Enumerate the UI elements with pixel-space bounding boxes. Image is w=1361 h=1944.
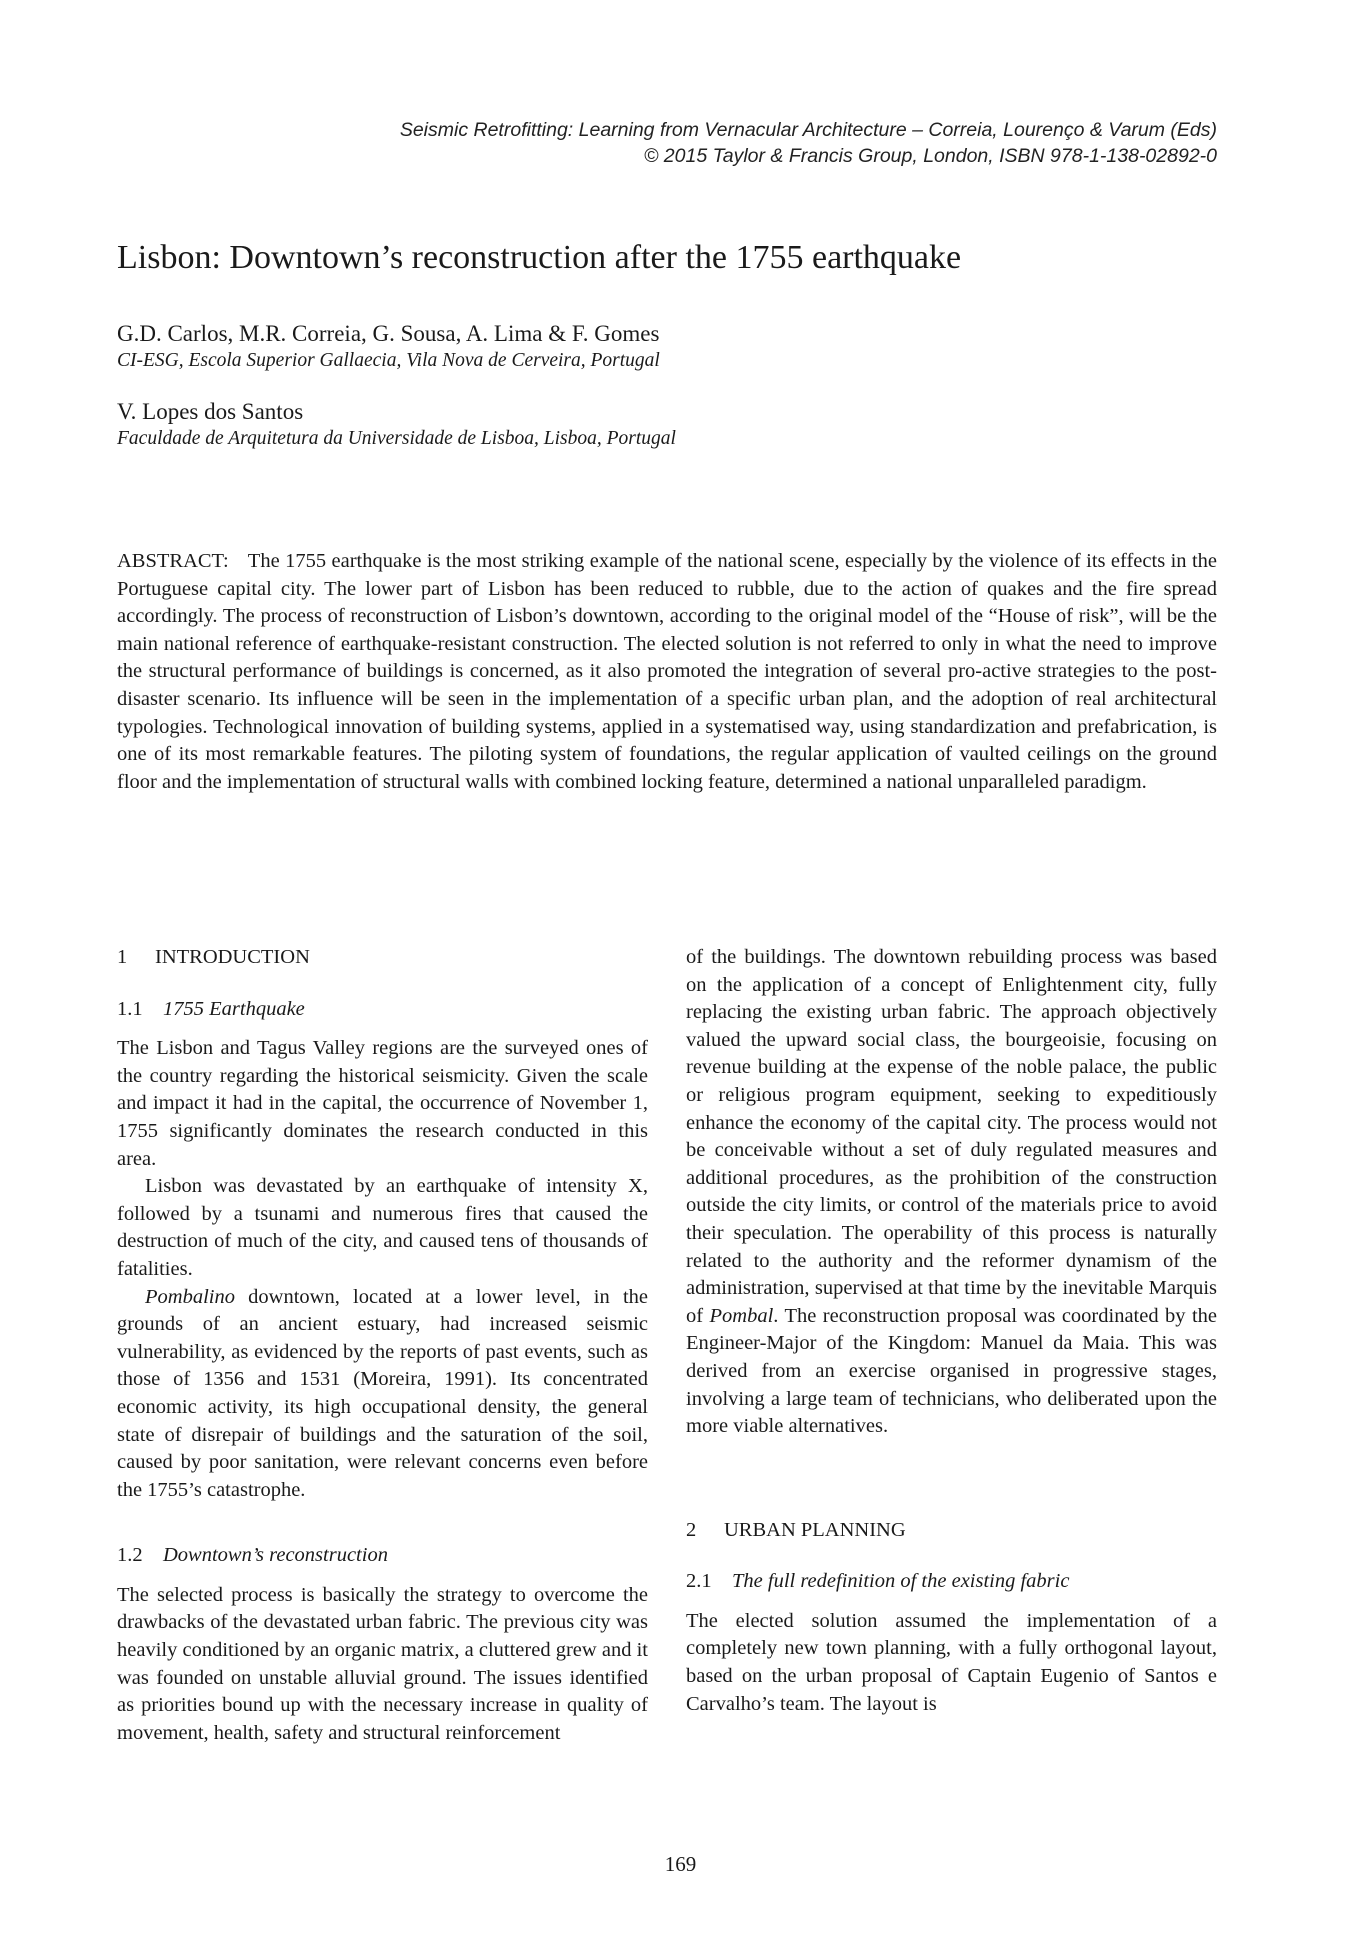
abstract-label: ABSTRACT:: [117, 550, 229, 572]
header-book-title: Seismic Retrofitting: Learning from Vernacular Architecture – Correia, Lourenço & Varum (Eds): [399, 119, 1217, 141]
subsection-title: The full redefinition of the existing fabric: [732, 1570, 1070, 1593]
subsection-number: 2.1: [686, 1570, 712, 1593]
author-affiliation: CI-ESG, Escola Superior Gallaecia, Vila Nova de Cerveira, Portugal: [117, 350, 660, 371]
section-title: URBAN PLANNING: [724, 1518, 906, 1541]
emphasis: Pombalino: [145, 1285, 235, 1308]
section-heading-urban-planning: [686, 1517, 1217, 1545]
paragraph-continued: [686, 944, 1217, 1441]
paragraph: The elected solution assumed the implementation of a completely new town planning, with a fully orthogonal layout, based on the urban proposal of Captain Eugenio of Santos e Carvalho’s team. The layout is: [686, 1609, 1217, 1715]
paragraph-text: of the buildings. The downtown rebuilding process was based on the application of a concept of Enlightenment city, fully replacing the existing urban fabric. The approach objectively valued the upward social class, the bourgeoisie, focusing on revenue building at the expense of the noble palace, the public or religious program equipment, seeking to expeditiously enhance the economy of the capital city. The process would not be conceivable without a set of duly regulated measures and additional procedures, as the prohibition of the construction outside the city limits, or control of the materials price to avoid their speculation. The operability of this process is naturally related to the authority and the reformer dynamism of the administration, supervised at that time by the inevitable Marquis of: [686, 946, 1217, 1327]
author-group-1: [117, 320, 660, 374]
header-copyright: © 2015 Taylor & Francis Group, London, ISBN 978-1-138-02892-0: [644, 145, 1217, 167]
subsection-title: 1755 Earthquake: [163, 997, 305, 1020]
subsection-title: Downtown’s reconstruction: [163, 1544, 388, 1567]
subsection-heading-1755-earthquake: [117, 996, 648, 1024]
section-heading-introduction: [117, 944, 648, 972]
subsection-heading-full-redefinition: [686, 1568, 1217, 1596]
author-names: V. Lopes dos Santos: [117, 399, 304, 424]
subsection-number: 1.1: [117, 997, 143, 1020]
author-affiliation: Faculdade de Arquitetura da Universidade de Lisboa, Lisboa, Portugal: [117, 428, 676, 449]
paragraph-text: downtown, located at a lower level, in the grounds of an ancient estuary, had increased seismic vulnerability, as evidenced by the reports of past events, such as those of 1356 and 1531 (Moreira, 1991). Its concentrated economic activity, its high occupational density, the general state of disrepair of buildings and the saturation of the soil, caused by poor sanitation, were relevant concerns even before the 1755’s catastrophe.: [117, 1285, 648, 1501]
section-number: 1: [117, 946, 128, 968]
paragraph-text: . The reconstruction proposal was coordinated by the Engineer-Major of the Kingdom: Manuel da Maia. This was derived from an exercise organised in progressive stages, involving a large team of technicians, who deliberated upon the more viable alternatives.: [686, 1304, 1217, 1438]
section-number: 2: [686, 1518, 697, 1541]
page-number: 169: [664, 1852, 697, 1876]
author-names: G.D. Carlos, M.R. Correia, G. Sousa, A. Lima & F. Gomes: [117, 321, 660, 346]
paragraph: The Lisbon and Tagus Valley regions are the surveyed ones of the country regarding the historical seismicity. Given the scale and impact it had in the capital, the occurrence of November 1, 1755 significantly dominates the research conducted in this area.: [117, 1037, 648, 1170]
left-column: [117, 944, 648, 1747]
right-column: [686, 944, 1217, 1718]
paper-title: Lisbon: Downtown’s reconstruction after the 1755 earthquake: [117, 239, 962, 276]
abstract-text: The 1755 earthquake is the most striking example of the national scene, especially by the violence of its effects in the Portuguese capital city. The lower part of Lisbon has been reduced to rubble, due to the action of quakes and the fire spread accordingly. The process of reconstruction of Lisbon’s downtown, according to the original model of the “House of risk”, will be the main national reference of earthquake-resistant construction. The elected solution is not referred to only in what the need to improve the structural performance of buildings is concerned, as it also promoted the integration of several pro-active strategies to the post-disaster scenario. Its influence will be seen in the implementation of a specific urban plan, and the adoption of real architectural typologies. Technological innovation of building systems, applied in a systematised way, using standardization and prefabrication, is one of its most remarkable features. The piloting system of foundations, the regular application of vaulted ceilings on the ground floor and the implementation of structural walls with combined locking feature, determined a national unparalleled paradigm.: [117, 550, 1217, 793]
paragraph: Lisbon was devastated by an earthquake of intensity X, followed by a tsunami and numerous fires that caused the destruction of much of the city, and caused tens of thousands of fatalities.: [117, 1175, 648, 1280]
subsection-heading-downtowns-reconstruction: [117, 1542, 648, 1570]
paragraph: [117, 1284, 648, 1505]
emphasis: Pombal: [709, 1304, 774, 1327]
author-group-2: [117, 398, 676, 452]
section-title: INTRODUCTION: [155, 946, 310, 968]
abstract: [117, 548, 1217, 796]
running-header: [180, 117, 1217, 169]
subsection-number: 1.2: [117, 1544, 143, 1567]
paragraph: The selected process is basically the strategy to overcome the drawbacks of the devastated urban fabric. The previous city was heavily conditioned by an organic matrix, a cluttered grew and it was founded on unstable alluvial ground. The issues identified as priorities bound up with the necessary increase in quality of movement, health, safety and structural reinforcement: [117, 1583, 648, 1744]
